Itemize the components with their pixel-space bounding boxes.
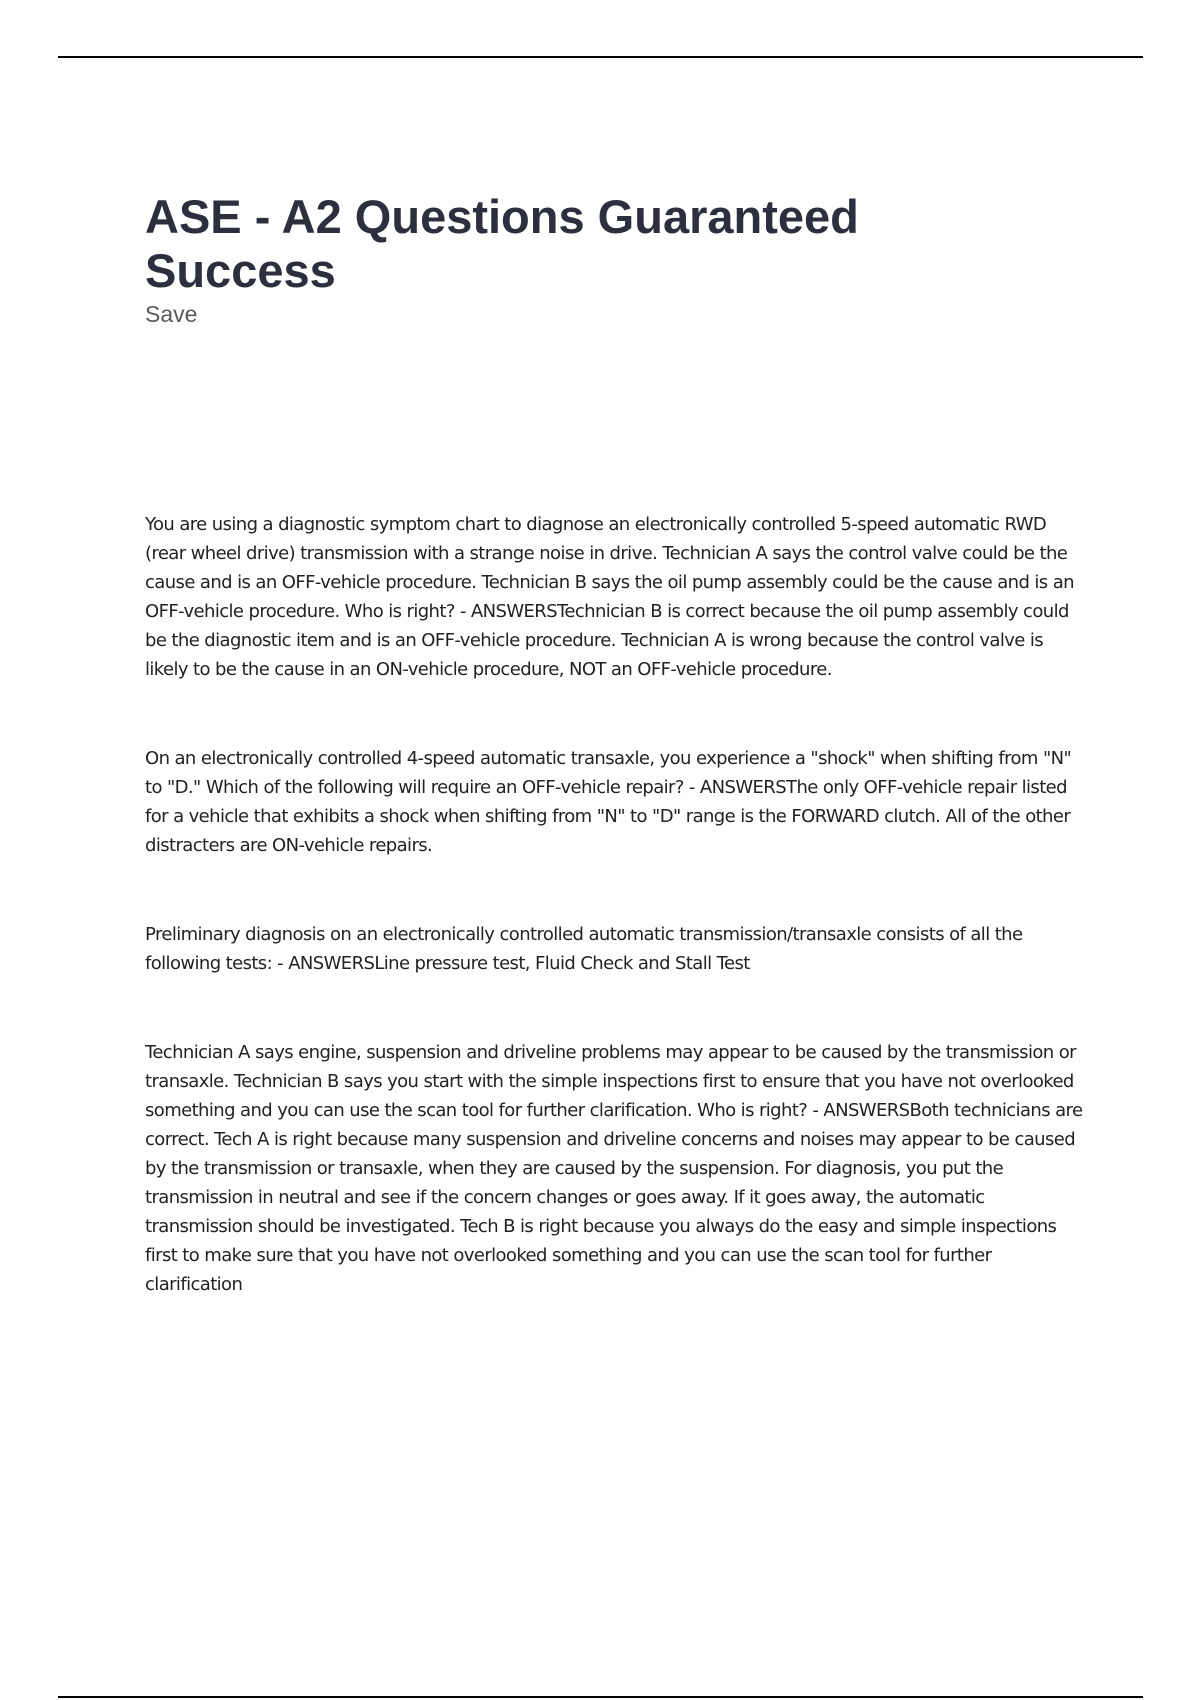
answer-text: Both technicians are correct. Tech A is right because many suspension and driveline concerns and noises may appear to be caused by the transmission or transaxle, when they are caused by the suspension. For diagnosis, you put the transmission in neutral and see if the concern changes or goes away. If it goes away, the automatic transmission should be investigated. Tech B is right because you always do the easy and simple inspections first to make sure that you have not overlooked something and you can use the scan tool for further clarification [145, 1100, 1083, 1295]
question-text: Technician A says engine, suspension and driveline problems may appear to be caused by the transmission or transaxle. Technician B says you start with the simple inspections first to ensure that you have not overlooked something and you can use the scan tool for further clarification. Who is right? [145, 1042, 1076, 1121]
question-text: On an electronically controlled 4-speed automatic transaxle, you experience a "shock" when shifting from "N" to "D." Which of the following will require an OFF-vehicle repair? [145, 748, 1072, 798]
bottom-divider [58, 1696, 1143, 1698]
answer-text: Line pressure test, Fluid Check and Stall Test [374, 953, 750, 974]
answer-text: The only OFF-vehicle repair listed for a vehicle that exhibits a shock when shifting from "N" to "D" range is the FORWARD clutch. All of the other distracters are ON-vehicle repairs. [145, 777, 1071, 856]
answer-separator: - ANSWERS [272, 953, 375, 974]
question-text: You are using a diagnostic symptom chart to diagnose an electronically controlled 5-speed automatic RWD (rear wheel drive) transmission with a strange noise in drive. Technician A says the control valve could be the cause and is an OFF-vehicle procedure. Technician B says the oil pump assembly could be the cause and is an OFF-vehicle procedure. Who is right? [145, 514, 1074, 622]
save-button[interactable]: Save [145, 301, 198, 327]
answer-separator: - ANSWERS [683, 777, 787, 798]
top-divider [58, 56, 1143, 58]
answer-separator: - ANSWERS [454, 601, 558, 622]
question-text: Preliminary diagnosis on an electronically controlled automatic transmission/transaxle consists of all the following tests: [145, 924, 1023, 974]
page-title: ASE - A2 Questions Guaranteed Success [145, 190, 859, 297]
qa-item [145, 744, 1090, 860]
qa-item [145, 510, 1090, 684]
qa-list [145, 510, 1090, 1359]
qa-item [145, 1038, 1090, 1299]
answer-text: Technician B is correct because the oil pump assembly could be the diagnostic item and is an OFF-vehicle procedure. Technician A is wrong because the control valve is likely to be the cause in an ON-vehicle procedure, NOT an OFF-vehicle procedure. [145, 601, 1069, 680]
document-header [145, 190, 945, 328]
qa-item [145, 920, 1090, 978]
answer-separator: - ANSWERS [807, 1100, 910, 1121]
